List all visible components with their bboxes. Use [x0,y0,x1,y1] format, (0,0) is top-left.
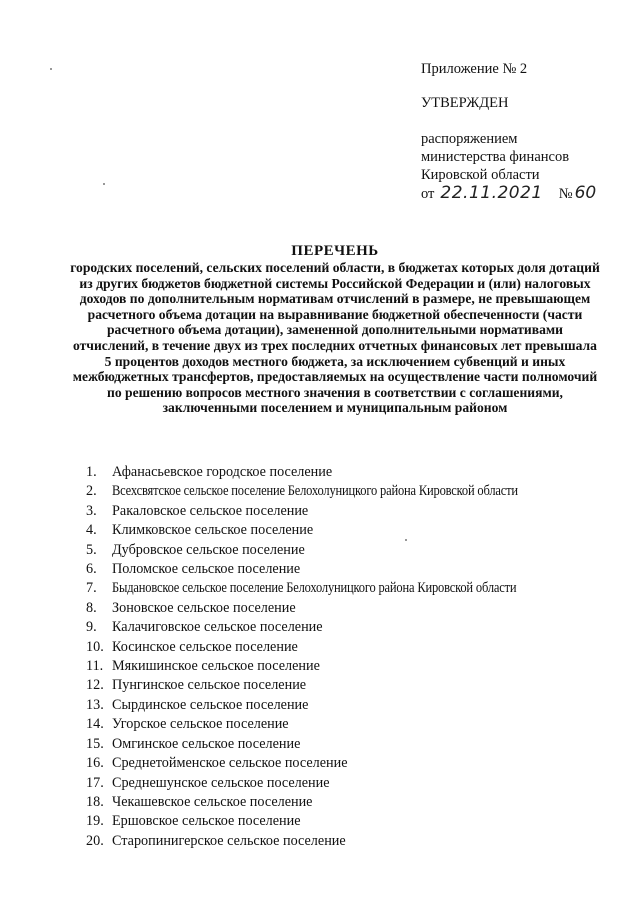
settlement-list-item [86,735,626,754]
settlement-list-item [86,599,626,618]
document-subtitle: городских поселений, сельских поселений области, в бюджетах которых доля дотаций из других бюджетов бюджетной системы Российской Федерации и (или) налоговых доходов по дополнительным нормативам отчислений в размере, не превышающем расчетного объема дотации на выравнивание бюджетной обеспеченности (части расчетного объема дотации), замененной дополнительными нормативами отчислений, в течение двух из трех последних отчетных финансовых лет превышала 5 процентов доходов местного бюджета, за исключением субвенций и иных межбюджетных трансфертов, предоставляемых на осуществление части полномочий по решению вопросов местного значения в соответствии с соглашениями, заключенными поселением и муниципальным районом [70,260,600,416]
handwritten-number: 60 [574,183,597,203]
settlement-name: Сырдинское сельское поселение [112,696,309,713]
settlement-list-item [86,696,626,715]
order-date-number-row [421,184,631,203]
settlement-list-item [86,774,626,793]
settlement-list-item [86,541,626,560]
settlement-list-item [86,463,626,482]
settlement-name: Зоновское сельское поселение [112,599,296,616]
settlement-name: Ершовское сельское поселение [112,813,301,830]
settlement-name: Угорское сельское поселение [112,716,289,733]
settlement-number: 10. [86,638,104,655]
appendix-label: Приложение № 2 [421,61,528,77]
settlement-list-item [86,560,626,579]
document-title: ПЕРЕЧЕНЬ [291,243,379,259]
settlement-number: 8. [86,599,97,616]
settlement-number: 20. [86,832,104,849]
settlement-name: Старопинигерское сельское поселение [112,832,346,849]
settlement-list-item [86,618,626,637]
settlement-name: Ракаловское сельское поселение [112,502,309,519]
settlement-list-item [86,638,626,657]
settlement-name: Омгинское сельское поселение [112,735,301,752]
settlement-name: Среднешунское сельское поселение [112,774,330,791]
scan-speck [50,68,52,70]
settlement-name: Афанасьевское городское поселение [112,464,333,480]
scan-speck [103,183,105,185]
order-line-2: министерства финансов [421,149,570,165]
from-label: от [421,186,435,202]
settlement-number: 4. [86,522,97,539]
settlement-list-item [86,715,626,734]
settlement-name: Калачиговское сельское поселение [112,619,323,636]
settlement-number: 12. [86,677,104,694]
settlement-number: 6. [86,561,97,578]
settlement-list-item [86,676,626,695]
document-heading [70,242,600,416]
settlement-list-item [86,812,626,831]
settlement-name: Климковское сельское поселение [112,522,314,539]
settlement-list [86,463,626,851]
settlement-number: 17. [86,774,104,791]
approval-block [421,60,631,203]
settlement-number: 11. [86,658,104,675]
settlement-number: 13. [86,696,104,713]
settlement-list-item [86,793,626,812]
settlement-name: Мякишинское сельское поселение [112,658,320,675]
settlement-name: Среднетойменское сельское поселение [112,755,348,772]
number-label: № [558,186,573,202]
settlement-number: 7. [86,580,97,597]
settlement-list-item [86,502,626,521]
scan-speck [405,539,407,541]
settlement-number: 15. [86,735,104,752]
settlement-number: 5. [86,541,97,558]
settlement-number: 19. [86,813,104,830]
settlement-name: Дубровское сельское поселение [112,541,305,558]
settlement-number: 18. [86,793,104,810]
settlement-list-item [86,482,626,501]
settlement-list-item [86,754,626,773]
order-line-1: распоряжением [421,131,518,147]
settlement-number: 9. [86,619,97,636]
settlement-list-item [86,521,626,540]
settlement-name: Быдановское сельское поселение Белохолуницкого района Кировской области [112,580,517,597]
settlement-list-item [86,832,626,851]
settlement-name: Пунгинское сельское поселение [112,677,307,694]
settlement-name: Чекашевское сельское поселение [112,793,313,810]
settlement-number: 1. [86,464,97,480]
settlement-name: Косинское сельское поселение [112,638,298,655]
settlement-name: Всехсвятское сельское поселение Белохолуницкого района Кировской области [112,483,518,500]
settlement-number: 16. [86,755,104,772]
settlement-list-item [86,579,626,598]
settlement-number: 14. [86,716,104,733]
approved-label: УТВЕРЖДЕН [421,95,509,111]
settlement-number: 2. [86,483,97,500]
handwritten-date: 22.11.2021 [440,183,543,203]
order-line-3: Кировской области [421,167,540,183]
settlement-name: Поломское сельское поселение [112,561,301,578]
settlement-list-item [86,657,626,676]
settlement-number: 3. [86,502,97,519]
